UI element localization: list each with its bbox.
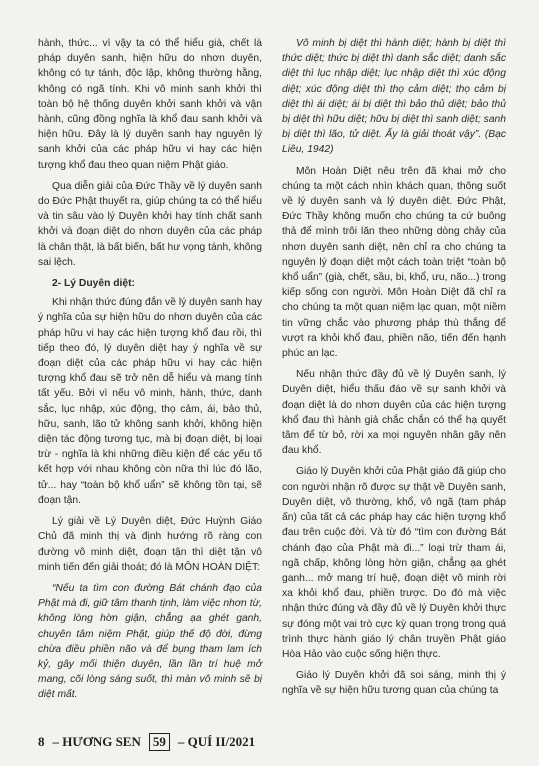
- page-footer: [38, 730, 255, 754]
- right-column: [282, 36, 506, 705]
- quote-paragraph: “Nếu ta tìm con đường Bát chánh đạo của Phật mà đi, giữ tâm thanh tịnh, làm việc nhơn từ, không lòng hờn giận, chẳng ạa ghét ganh, chuyên tâm niệm Phật, giúp thế độ đời, đừng chừa điều phiền não và để bụng tham lam ích kỷ, gây mối thiện duyên, lần lần trí huệ mở mang, cõi lòng sáng suốt, thì màn vô minh sẽ bị diệt mất.: [38, 582, 262, 701]
- issue-quarter: – QUÍ II/2021: [177, 734, 256, 749]
- paragraph: Khi nhận thức đúng đắn về lý duyên sanh hay ý nghĩa của sự hiện hữu do nhơn duyên của các pháp hữu vi hay các hiện tượng khổ đau rồi, thì tiếp theo đó, lý duyên diệt hay ý nghĩa về sự đoạn diệt của các pháp hữu vi hay các hiện tượng khổ đau sẽ trở nên dễ hiểu và mang tính tất yếu. Bởi vì nếu vô minh, hành, thức, danh sắc, lục nhập, xúc động, thọ cảm, ái, bảo thủ, hữu, sanh, lão tử không sanh khởi, không hiện diện tác động tương tục, mà bị đoạn diệt, bị loại trừ - nghĩa là khi những điều kiện để các yếu tố kết hợp với nhau không còn nữa thì lúc đó lão, tử... hay “toàn bộ khổ uẩn” sẽ không tồn tại, sẽ đoạn tận.: [38, 297, 262, 506]
- left-column: [38, 36, 262, 709]
- paragraph: Môn Hoàn Diệt nêu trên đã khai mở cho chúng ta một cách nhìn khách quan, thông suốt về lý duyên sanh và lý duyên diệt. Đức Phật, Đức Thầy không muốn cho chúng ta cứ buông thả để mình trôi lăn theo những dòng chảy của nhơn duyên sanh diệt, nên chỉ ra cho chúng ta nguyên lý đoạn diệt một cách toàn triệt “toàn bộ khổ uẩn” (già, chết, sầu, bi, khổ, ưu, não...) trong kiếp sống con người. Môn Hoàn Diệt đã chỉ ra cho chúng ta một quan niệm lạc quan, một niềm tin vững chắc vào phương pháp thù thắng để vượt ra khỏi khổ đau, phiền não, tiến đến hạnh phúc an lạc.: [282, 165, 506, 360]
- page-number: 8: [38, 734, 45, 749]
- paragraph: Giáo lý Duyên khởi của Phật giáo đã giúp cho con người nhận rõ được sự thật về Duyên sanh, Duyên diệt, vô thường, khổ, vô ngã (tam pháp ấn) của tất cả các pháp hay các hiện tượng khổ đau trên cuộc đời. Và từ đó “tìm con đường Bát chánh đạo của Phật mà đi...” loại trừ tham ái, ngã chấp, không lòng hờn giận, chẳng ạa ghét ganh... mở mang trí huệ, đoạn diệt vô minh rời xa khỏi khổ đau, phiền trược. Do đó mà việc nhận thức đúng và đầy đủ về lý Duyên khởi thực sự đóng một vai trò cực kỳ quan trọng trong quá trình thực hành giáo lý chân truyền Phật giáo Hòa Hảo vào cuộc sống hiện thực.: [282, 466, 506, 660]
- paragraph: Giáo lý Duyên khởi đã soi sáng, minh thị ý nghĩa về sự hiện hữu tương quan của chúng ta: [282, 670, 506, 697]
- paragraph: hành, thức... vì vậy ta có thể hiểu già, chết là pháp duyên sanh, hiện hữu do nhơn duyên, không có tự tánh, độc lập, không thường hằng, không có ngã tính. Khi vô minh sanh khởi thì toàn bộ hệ thống duyên khởi sanh khởi và vận hành, cũng đồng nghĩa là khổ đau sanh khởi và hiện hữu. Đây là lý duyên sanh hay nguyên lý sanh khởi của các pháp hữu vi hay các hiện tượng khổ đau theo quan niệm Phật giáo.: [38, 38, 262, 171]
- quote-paragraph: Vô minh bị diệt thì hành diệt; hành bị diệt thì thức diệt; thức bị diệt thì danh sắc diệt; danh sắc diệt thì lục nhập diệt; lục nhập diệt thì xúc động diệt; xúc động diệt thì thọ cảm diệt; thọ cảm bị diệt thì ái diệt; ái bị diệt thì bảo thủ diệt; bảo thủ bị diệt thì hữu diệt; hữu bị diệt thì sanh diệt; sanh bị diệt thì lão, tử diệt. Ấy là giải thoát vậy”. (Bạc Liêu, 1942): [282, 38, 506, 156]
- paragraph: Nếu nhận thức đầy đủ về lý Duyên sanh, lý Duyên diệt, hiểu thấu đáo về sự sanh khởi và đoạn diệt là do nhơn duyên của các hiện tượng khổ đau thì hành giả chắc chắn có thể hạ quyết tâm để từ bỏ, rời xa mọi nguyên nhân gây nên đau khổ.: [282, 369, 506, 457]
- publication-name: – HƯƠNG SEN: [52, 734, 141, 749]
- section-heading: 2- Lý Duyên diệt:: [52, 278, 135, 290]
- paragraph: Qua diễn giải của Đức Thầy về lý duyên sanh do Đức Phật thuyết ra, giúp chúng ta có thể hiểu và tin sâu vào lý Duyên khởi hay tính chất sanh khởi và đoạn diệt do nhơn duyên của các pháp là chân thật, là bất biến, bất hư vọng tánh, không sai lệch.: [38, 180, 262, 268]
- paragraph: Lý giải về Lý Duyên diệt, Đức Huỳnh Giáo Chủ đã minh thị và định hướng rõ ràng con đường vô minh diệt, đoạn tận thì diệt tận vô minh tiến đến giải thoát; đó là MÔN HOÀN DIỆT:: [38, 516, 262, 573]
- issue-number: 59: [149, 733, 170, 751]
